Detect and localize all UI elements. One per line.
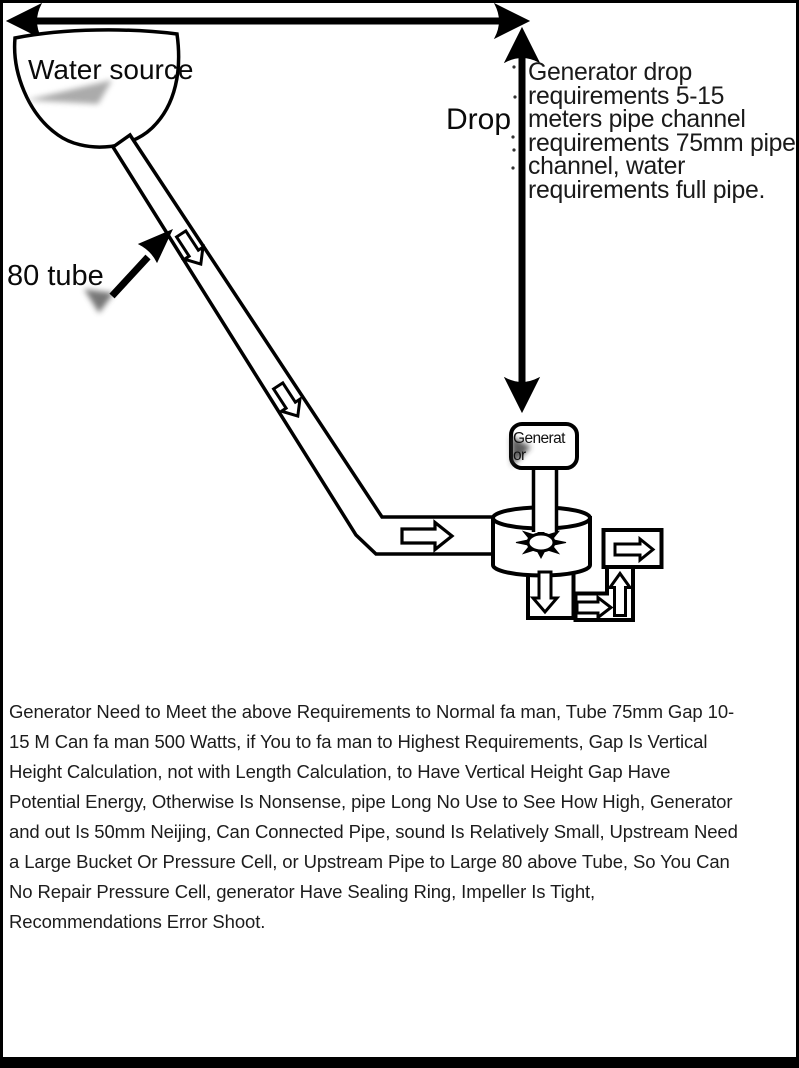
paragraph-line: and out Is 50mm Neijing, Can Connected Pipe, sound Is Relatively Small, Upstream Need bbox=[9, 821, 738, 842]
paragraph-line: Height Calculation, not with Length Calculation, to Have Vertical Height Gap Have bbox=[9, 761, 671, 782]
generator-box-label-line: or bbox=[513, 447, 526, 464]
paragraph-line: a Large Bucket Or Pressure Cell, or Upstream Pipe to Large 80 above Tube, So You Can bbox=[9, 851, 730, 872]
arrow-up-head-icon bbox=[505, 28, 539, 62]
note-line: requirements 5-15 bbox=[528, 82, 725, 110]
water-source-label: Water source bbox=[28, 54, 194, 85]
generator-box-label-line: Generat bbox=[513, 430, 565, 447]
tube-pointer-arrow bbox=[112, 230, 172, 296]
tube-label: 80 tube bbox=[7, 260, 104, 292]
note-line: Generator drop bbox=[528, 59, 692, 86]
paragraph-line: Generator Need to Meet the above Requirements to Normal fa man, Tube 75mm Gap 10- bbox=[9, 701, 735, 722]
drop-label: Drop bbox=[446, 103, 512, 136]
impeller-hub bbox=[528, 534, 554, 551]
note-line: requirements 75mm pipe bbox=[528, 129, 796, 157]
paragraph-line: No Repair Pressure Cell, generator Have Sealing Ring, Impeller Is Tight, bbox=[9, 881, 596, 902]
bottom-black-bar bbox=[0, 1057, 799, 1068]
description-paragraph bbox=[9, 697, 795, 937]
paragraph-line: Recommendations Error Shoot. bbox=[9, 911, 266, 932]
intake-pipe bbox=[113, 135, 510, 554]
paragraph-line: 15 M Can fa man 500 Watts, if You to fa man to Highest Requirements, Gap Is Vertical bbox=[9, 731, 708, 752]
note-line: channel, water bbox=[528, 153, 686, 181]
generator-stem bbox=[534, 461, 557, 532]
paragraph-line: Potential Energy, Otherwise Is Nonsense, pipe Long No Use to See How High, Generator bbox=[9, 791, 733, 812]
drop-requirements-note bbox=[528, 61, 799, 203]
generator-box-label bbox=[513, 430, 575, 464]
note-line: meters pipe channel bbox=[528, 106, 746, 134]
arrow-down-head-icon bbox=[505, 378, 539, 412]
bullet-dots bbox=[511, 65, 516, 169]
note-line: requirements full pipe. bbox=[528, 176, 766, 204]
